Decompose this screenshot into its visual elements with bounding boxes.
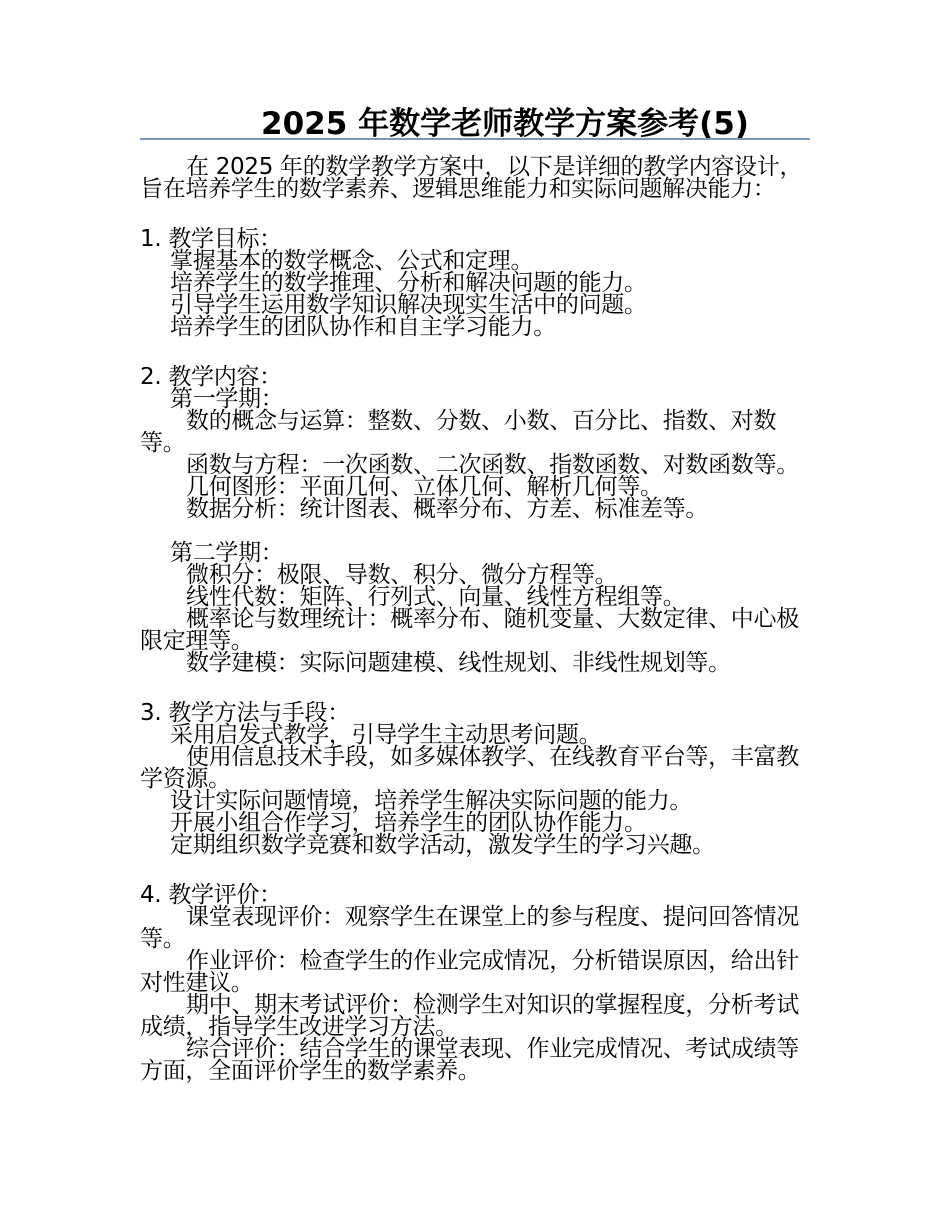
list-item: 课堂表现评价：观察学生在课堂上的参与程度、提问回答情况等。: [140, 904, 799, 952]
list-item: 综合评价：结合学生的课堂表现、作业完成情况、考试成绩等方面，全面评价学生的数学素养。: [140, 1036, 799, 1084]
list-item: 数的概念与运算：整数、分数、小数、百分比、指数、对数等。: [140, 408, 777, 456]
list-item: 线性代数：矩阵、行列式、向量、线性方程组等。: [186, 584, 686, 610]
list-item: 开展小组合作学习，培养学生的团队协作能力。: [170, 810, 647, 836]
list-item: 数据分析：统计图表、概率分布、方差、标准差等。: [186, 496, 709, 522]
section-goals: [140, 228, 810, 338]
list-item: 培养学生的数学推理、分析和解决问题的能力。: [170, 270, 647, 296]
list-item: 培养学生的团队协作和自主学习能力。: [170, 314, 556, 340]
list-item: 使用信息技术手段，如多媒体教学、在线教育平台等，丰富教学资源。: [140, 744, 799, 792]
list-item: 作业评价：检查学生的作业完成情况，分析错误原因，给出针对性建议。: [140, 948, 799, 996]
section-heading: 3. 教学方法与手段：: [140, 700, 350, 726]
list-item: 函数与方程：一次函数、二次函数、指数函数、对数函数等。: [186, 452, 799, 478]
list-item: 期中、期末考试评价：检测学生对知识的掌握程度，分析考试成绩，指导学生改进学习方法。: [140, 992, 799, 1040]
section-evaluation: [140, 884, 810, 1082]
intro-paragraph: 在 2025 年的数学教学方案中，以下是详细的教学内容设计，旨在培养学生的数学素养、逻辑思维能力和实际问题解决能力：: [140, 154, 803, 202]
section-methods: [140, 702, 810, 856]
list-item: 掌握基本的数学概念、公式和定理。: [170, 248, 534, 274]
document-body: [140, 156, 810, 1082]
list-item: 微积分：极限、导数、积分、微分方程等。: [186, 562, 618, 588]
list-item: 几何图形：平面几何、立体几何、解析几何等。: [186, 474, 663, 500]
page-title: 2025 年数学老师教学方案参考(5): [261, 106, 749, 142]
section-content: [140, 366, 810, 674]
list-item: 设计实际问题情境，培养学生解决实际问题的能力。: [170, 788, 693, 814]
list-item: 引导学生运用数学知识解决现实生活中的问题。: [170, 292, 647, 318]
list-item: 定期组织数学竞赛和数学活动，激发学生的学习兴趣。: [170, 832, 715, 858]
list-item: 数学建模：实际问题建模、线性规划、非线性规划等。: [186, 650, 731, 676]
section-heading: 1. 教学目标：: [140, 226, 282, 252]
section-heading: 4. 教学评价：: [140, 882, 282, 908]
term-heading: 第一学期：: [170, 386, 284, 412]
title-underline: [140, 138, 810, 140]
term-heading: 第二学期：: [170, 540, 284, 566]
list-item: 概率论与数理统计：概率分布、随机变量、大数定律、中心极限定理等。: [140, 606, 799, 654]
section-heading: 2. 教学内容：: [140, 364, 282, 390]
list-item: 采用启发式教学，引导学生主动思考问题。: [170, 722, 602, 748]
